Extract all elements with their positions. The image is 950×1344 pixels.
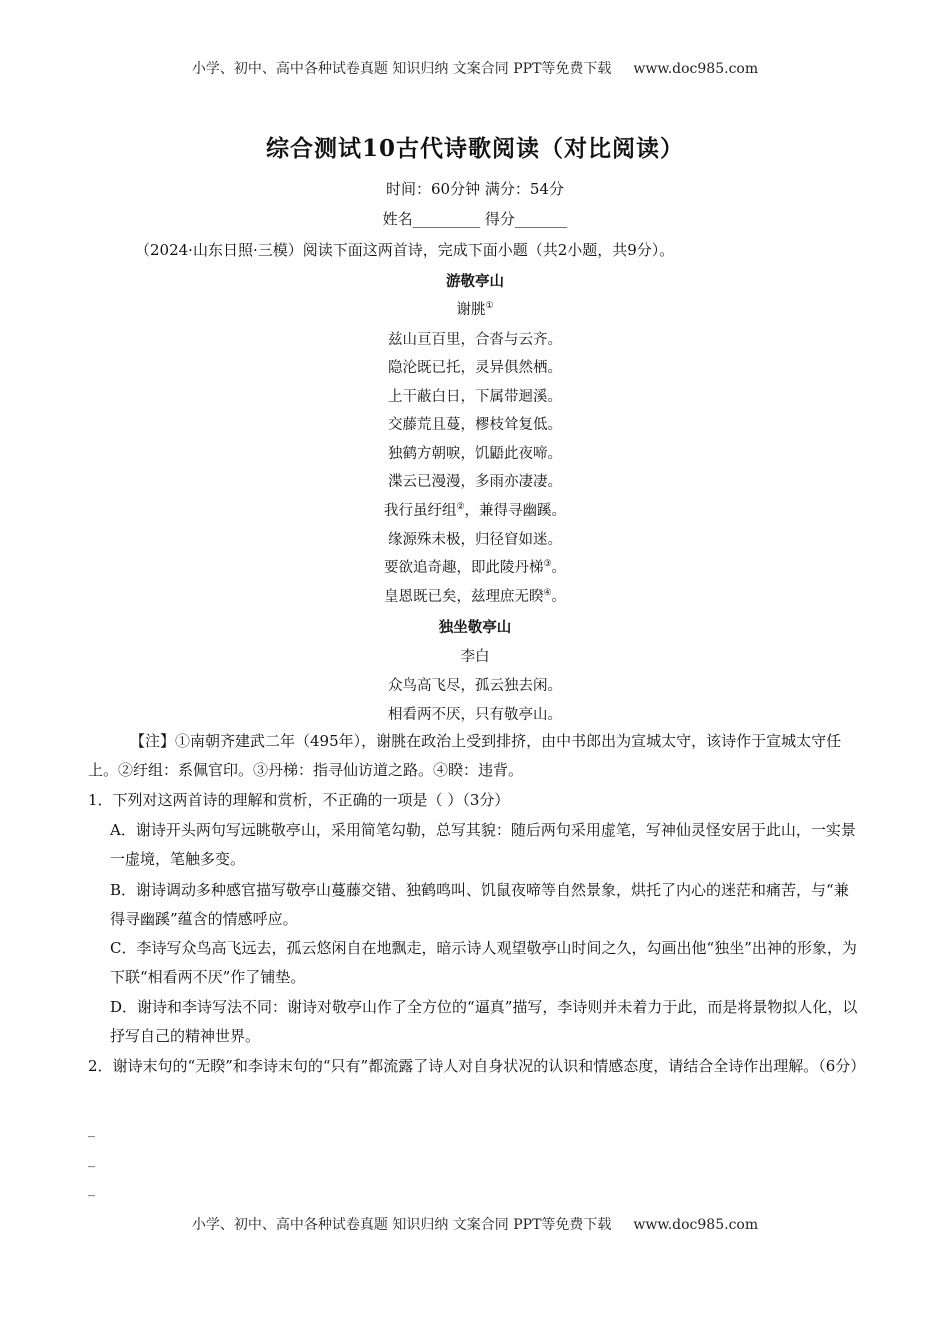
question-1-option-c: C．李诗写众鸟高飞远去，孤云悠闲自在地飘走，暗示诗人观望敬亭山时间之久，勾画出他“独坐”出神的形象，为下联“相看两不厌”作了铺垫。: [110, 939, 857, 986]
poem1-title: 游敬亭山: [446, 274, 504, 290]
poem2-title: 独坐敬亭山: [438, 620, 512, 636]
poem1-line: 上干蔽白日，下属带迴溪。: [388, 389, 562, 405]
question-1-option-d: D．谢诗和李诗写法不同：谢诗对敬亭山作了全方位的“逼真”描写，李诗则并未着力于此，而是将景物拟人化，以抒写自己的精神世界。: [110, 998, 858, 1045]
poem1-author: 谢朓①: [456, 301, 494, 318]
answer-line[interactable]: _: [88, 1181, 95, 1197]
question-1-option-b: B．谢诗调动多种感官描写敬亭山蔓藤交错、独鹤鸣叫、饥鼠夜啼等自然景象，烘托了内心的迷茫和痛苦，与“兼得寻幽蹊”蕴含的情感呼应。: [110, 881, 849, 928]
poem1-line: 兹山亘百里，合沓与云齐。: [388, 332, 562, 348]
header-url[interactable]: www.doc985.com: [633, 61, 759, 77]
exam-info: 时间：60分钟 满分：54分: [386, 180, 564, 198]
question-1-stem: 1．下列对这两首诗的理解和赏析，不正确的一项是（ ）（3分）: [88, 791, 510, 809]
poem1-line: 要欲追奇趣，即此陵丹梯③。: [383, 559, 567, 576]
page-header: [0, 58, 950, 78]
footer-text: 小学、初中、高中各种试卷真题 知识归纳 文案合同 PPT等免费下载: [191, 1217, 612, 1233]
poem1-line: 渫云已漫漫，多雨亦凄凄。: [388, 474, 562, 490]
poem1-line: 缘源殊未极，归径窅如迷。: [388, 532, 562, 548]
poem2-line: 众鸟高飞尽，孤云独去闲。: [388, 678, 562, 694]
poem2-author: 李白: [460, 649, 490, 665]
page-title: 综合测试10古代诗歌阅读（对比阅读）: [265, 135, 684, 162]
footer-url[interactable]: www.doc985.com: [633, 1217, 759, 1233]
page-footer: [0, 1214, 950, 1234]
name-score-line: 姓名_________ 得分_______: [382, 210, 568, 228]
intro-text: （2024·山东日照·三模）阅读下面这两首诗，完成下面小题（共2小题，共9分）。: [135, 241, 675, 259]
poem1-line: 隐沦既已托，灵异俱然栖。: [388, 360, 562, 376]
answer-line[interactable]: _: [88, 1122, 95, 1138]
poem1-line: 我行虽纡组②，兼得寻幽蹊。: [383, 502, 567, 519]
poem-notes: 【注】①南朝齐建武二年（495年），谢朓在政治上受到排挤，由中书郎出为宣城太守，该诗作于宣城太守任上。②纡组：系佩官印。③丹梯：指寻仙访道之路。④睽：违背。: [88, 732, 842, 779]
poem1-line: 独鹤方朝唳，饥鼯此夜啼。: [388, 446, 562, 462]
poem2-line: 相看两不厌，只有敬亭山。: [388, 707, 562, 723]
header-text: 小学、初中、高中各种试卷真题 知识归纳 文案合同 PPT等免费下载: [191, 61, 612, 77]
question-2-stem: 2．谢诗末句的“无睽”和李诗末句的“只有”都流露了诗人对自身状况的认识和情感态度，请结合全诗作出理解。（6分）: [88, 1057, 866, 1075]
answer-line[interactable]: _: [88, 1152, 95, 1168]
poem1-line: 交藤荒且蔓，樛枝耸复低。: [388, 417, 562, 433]
poem1-line: 皇恩既已矣，兹理庶无睽④。: [383, 588, 567, 605]
question-1-option-a: A．谢诗开头两句写远眺敬亭山，采用简笔勾勒，总写其貌：随后两句采用虚笔，写神仙灵怪安居于此山，一实景一虚境，笔触多变。: [110, 821, 856, 868]
